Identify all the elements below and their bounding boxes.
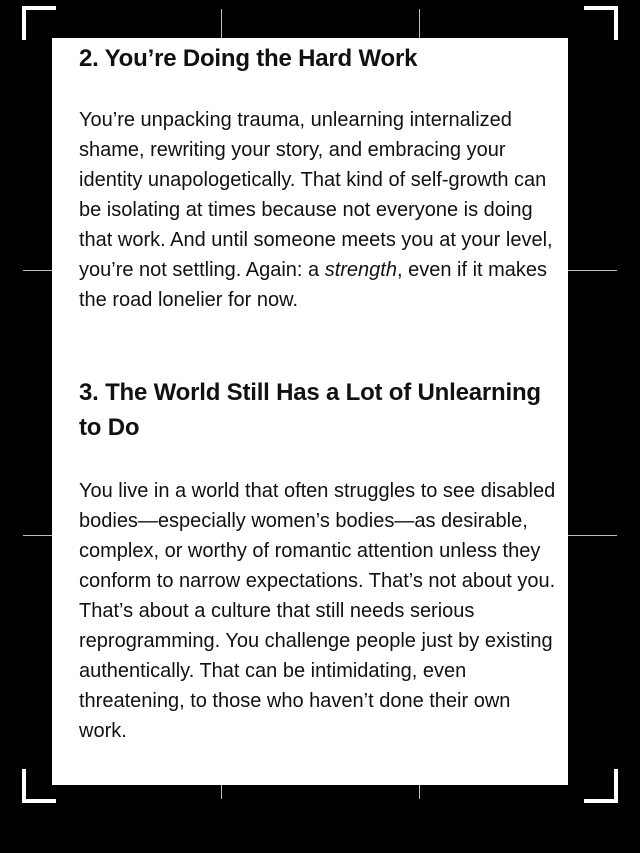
section-2-body-emphasis: strength (324, 259, 397, 281)
section-3-body: You live in a world that often struggles to see disabled bodies—especially women’s bodies—as desirable, complex, or worthy of romantic attention unless they conform to narrow expectations. That’s not about you. That’s about a culture that still needs serious reprogramming. You challenge people just by existing authentically. That can be intimidating, even threatening, to those who haven’t done their own work. (79, 480, 556, 742)
section-2-body (79, 105, 559, 315)
crop-handle-top-left[interactable] (22, 6, 56, 40)
section-2-body-text-end: , even if it makes the road lonelier for now. (79, 259, 548, 311)
document-page (52, 38, 568, 785)
section-2-heading: 2. You’re Doing the Hard Work (79, 45, 418, 72)
crop-handle-bottom-left[interactable] (22, 769, 56, 803)
crop-handle-bottom-right[interactable] (584, 769, 618, 803)
crop-handle-top-right[interactable] (584, 6, 618, 40)
section-3-heading: 3. The World Still Has a Lot of Unlearning to Do (79, 379, 541, 441)
section-2-body-text: You’re unpacking trauma, unlearning internalized shame, rewriting your story, and embracing your identity unapologetically. That kind of self-growth can be isolating at times because not everyone is doing that work. And until someone meets you at your level, you’re not settling. Again: a (79, 109, 553, 281)
